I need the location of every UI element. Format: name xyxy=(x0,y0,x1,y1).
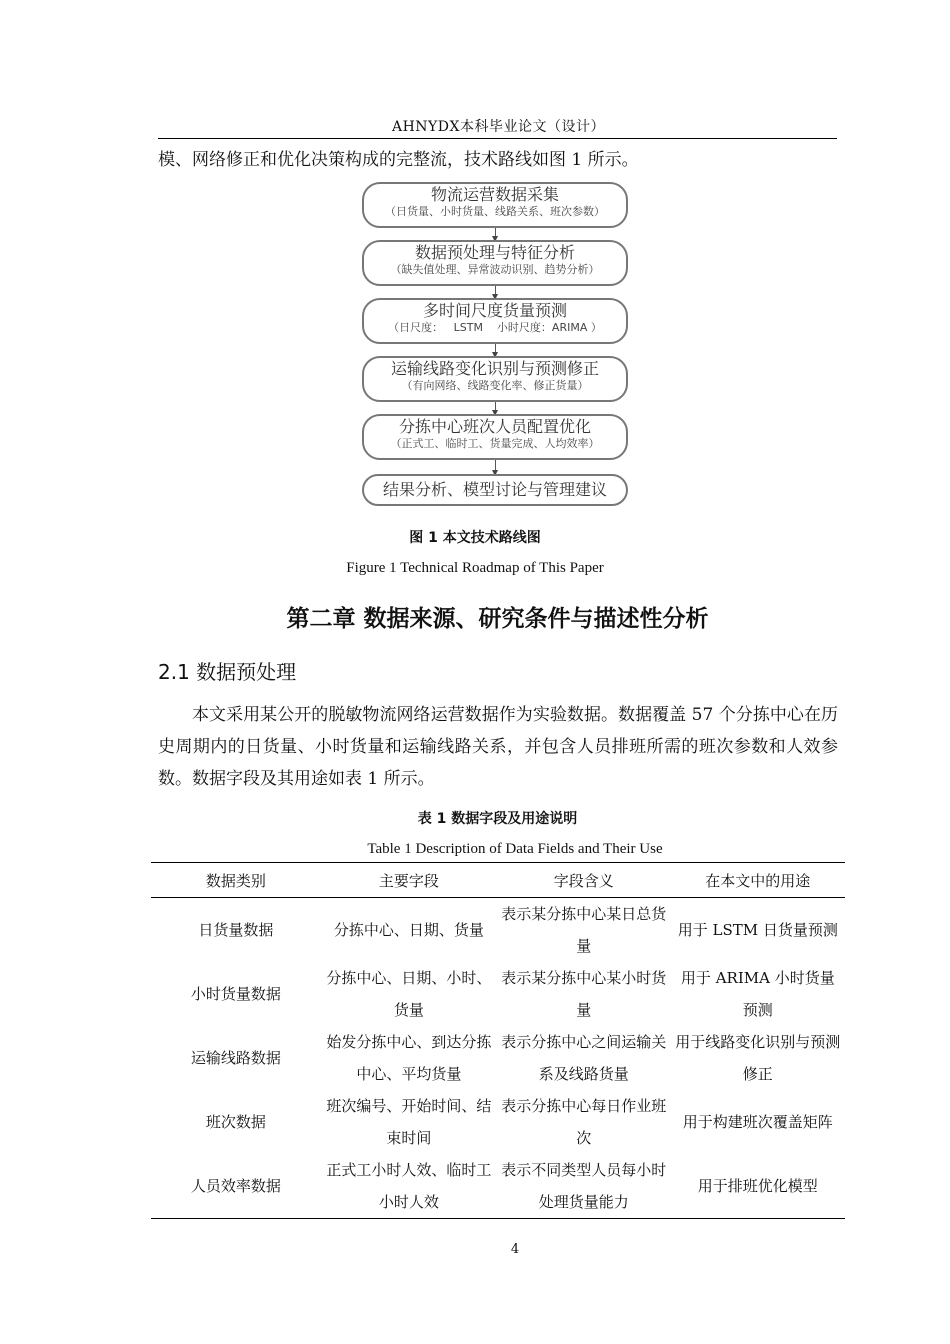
flow-step-6 xyxy=(362,474,628,506)
flow-arrow xyxy=(495,402,496,414)
flow-arrow xyxy=(495,286,496,298)
chapter-title: 第二章 数据来源、研究条件与描述性分析 xyxy=(286,606,709,632)
table-cell: 人员效率数据 xyxy=(190,1177,281,1195)
table-cell: 用于线路变化识别与预测修正 xyxy=(675,1033,841,1083)
flow-step-title: 物流运营数据采集 xyxy=(430,185,559,204)
flow-step-5 xyxy=(362,414,628,460)
flow-arrow xyxy=(495,228,496,240)
table-cell: 分拣中心、日期、货量 xyxy=(333,921,484,939)
page-number: 4 xyxy=(510,1242,520,1257)
flow-step-subtitle: （日尺度： LSTM 小时尺度：ARIMA ） xyxy=(388,321,602,334)
table-header-row xyxy=(151,863,845,898)
table-cell: 表示不同类型人员每小时处理货量能力 xyxy=(501,1161,667,1211)
table-row xyxy=(151,1026,845,1090)
table-cell: 始发分拣中心、到达分拣中心、平均货量 xyxy=(326,1033,492,1083)
flow-step-subtitle: （缺失值处理、异常波动识别、趋势分析） xyxy=(390,263,600,276)
flow-step-1 xyxy=(362,182,628,228)
table-cell: 班次编号、开始时间、结束时间 xyxy=(326,1097,492,1147)
table-cell: 表示某分拣中心某小时货量 xyxy=(501,969,667,1019)
figure-caption-cn: 图 1 本文技术路线图 xyxy=(409,530,541,546)
table-header-cell: 字段含义 xyxy=(553,871,614,890)
table-header-cell: 主要字段 xyxy=(378,871,439,890)
intro-text: 模、网络修正和优化决策构成的完整流，技术路线如图 1 所示。 xyxy=(158,150,639,170)
flow-step-subtitle: （正式工、临时工、货量完成、人均效率） xyxy=(390,437,600,450)
table-cell: 小时货量数据 xyxy=(190,985,281,1003)
table-row xyxy=(151,898,845,963)
table-caption-en: Table 1 Description of Data Fields and Their Use xyxy=(367,841,663,857)
flow-step-2 xyxy=(362,240,628,286)
flow-step-title: 运输线路变化识别与预测修正 xyxy=(390,359,599,378)
flow-step-title: 结果分析、模型讨论与管理建议 xyxy=(382,480,607,499)
table-cell: 日货量数据 xyxy=(198,921,274,939)
header-rule xyxy=(158,138,837,139)
data-fields-table xyxy=(151,862,845,1219)
flow-arrow xyxy=(495,344,496,356)
flow-step-title: 分拣中心班次人员配置优化 xyxy=(398,417,591,436)
body-paragraph: 本文采用某公开的脱敏物流网络运营数据作为实验数据。数据覆盖 57 个分拣中心在历史周期内的日货量、小时货量和运输线路关系，并包含人员排班所需的班次参数和人效参数。数据字段及其用途如表 1 所示。 xyxy=(158,705,838,789)
table-cell: 用于 LSTM 日货量预测 xyxy=(677,921,838,939)
flow-step-title: 数据预处理与特征分析 xyxy=(414,243,575,262)
table-header-cell: 数据类别 xyxy=(205,871,266,890)
table-cell: 表示分拣中心每日作业班次 xyxy=(501,1097,667,1147)
flow-step-4 xyxy=(362,356,628,402)
table-cell: 分拣中心、日期、小时、货量 xyxy=(326,969,492,1019)
table-cell: 运输线路数据 xyxy=(190,1049,281,1067)
flow-arrow xyxy=(495,460,496,474)
section-title: 2.1 数据预处理 xyxy=(158,660,297,684)
flow-step-title: 多时间尺度货量预测 xyxy=(422,301,567,320)
table-cell: 表示分拣中心之间运输关系及线路货量 xyxy=(501,1033,667,1083)
table-cell: 正式工小时人效、临时工小时人效 xyxy=(326,1161,492,1211)
flow-step-subtitle: （日货量、小时货量、线路关系、班次参数） xyxy=(385,205,605,218)
table-header-cell: 在本文中的用途 xyxy=(705,871,811,890)
table-cell: 用于 ARIMA 小时货量预测 xyxy=(680,969,835,1019)
table-cell: 表示某分拣中心某日总货量 xyxy=(501,905,667,955)
table-cell: 用于构建班次覆盖矩阵 xyxy=(682,1113,833,1131)
flow-step-subtitle: （有向网络、线路变化率、修正货量） xyxy=(401,379,589,392)
table-row xyxy=(151,1154,845,1219)
running-header: AHNYDX本科毕业论文（设计） xyxy=(391,119,605,135)
flow-step-3 xyxy=(362,298,628,344)
table-row xyxy=(151,1090,845,1154)
table-caption-cn: 表 1 数据字段及用途说明 xyxy=(417,811,578,827)
table-cell: 班次数据 xyxy=(205,1113,266,1131)
figure-caption-en: Figure 1 Technical Roadmap of This Paper xyxy=(346,560,604,576)
table-cell: 用于排班优化模型 xyxy=(697,1177,818,1195)
table-row xyxy=(151,962,845,1026)
